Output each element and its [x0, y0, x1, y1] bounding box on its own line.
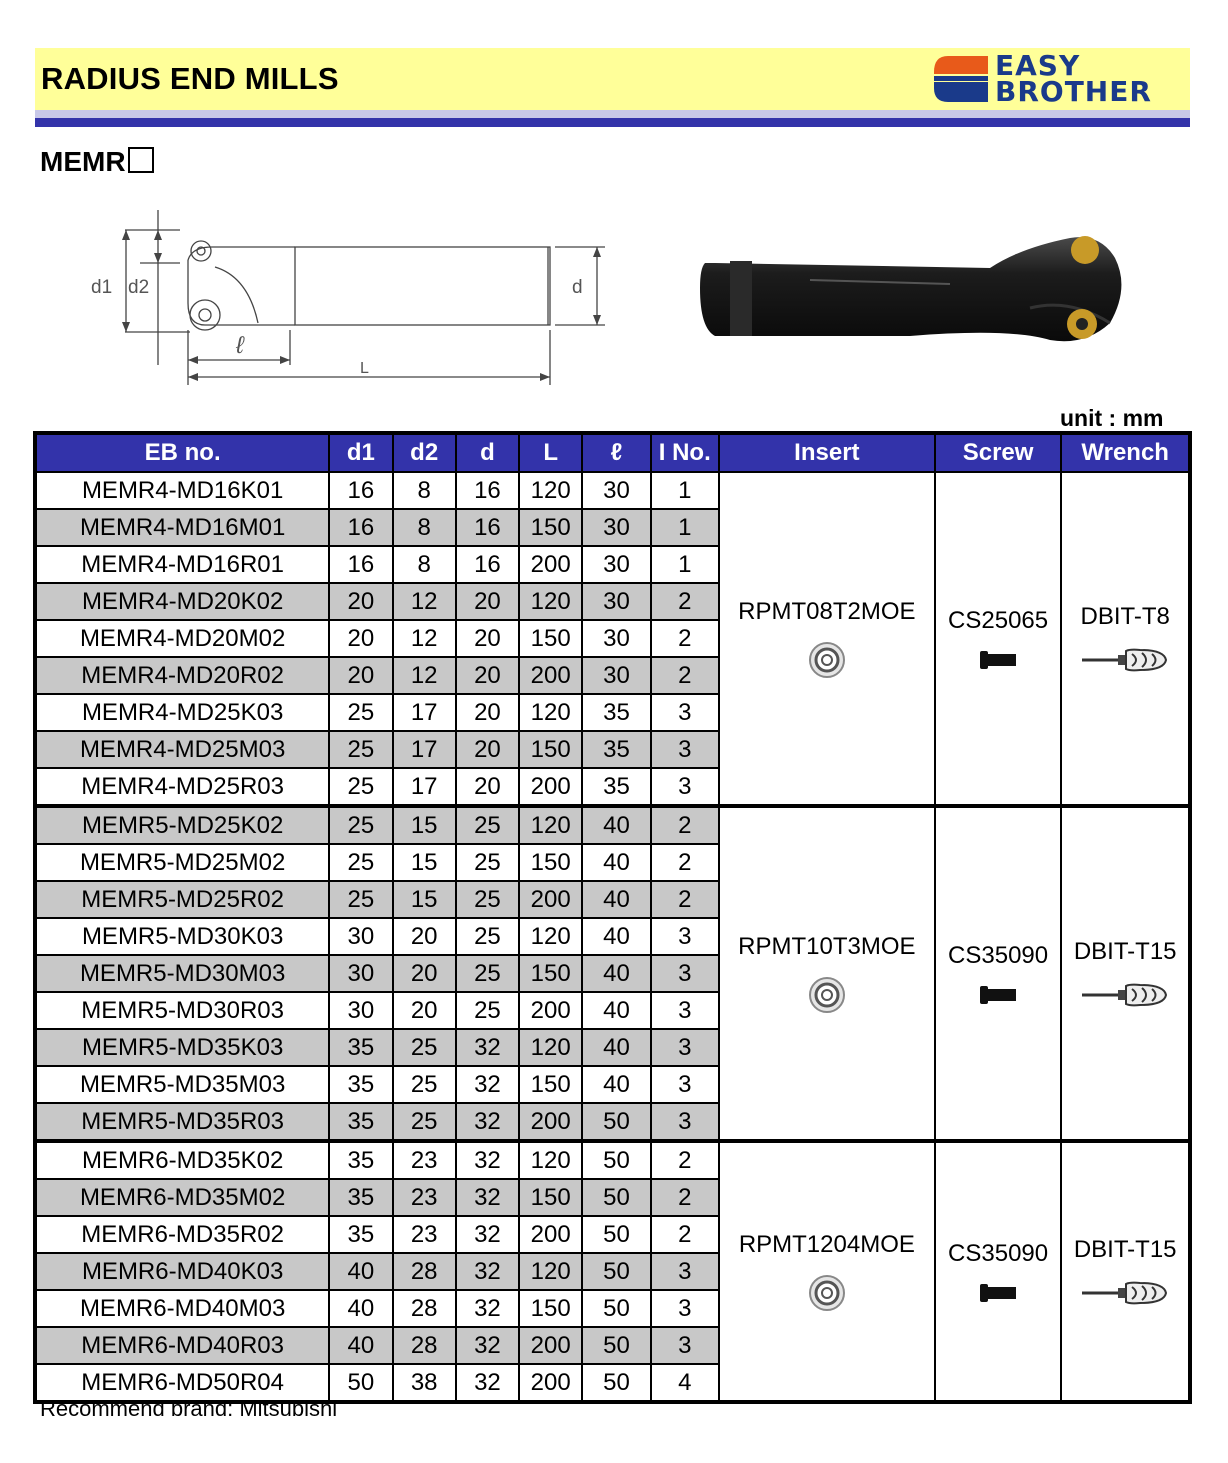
screw-icon [978, 649, 1018, 671]
spec-value-cell: 16 [456, 546, 519, 583]
spec-value-cell: 1 [651, 509, 719, 546]
spec-value-cell: 2 [651, 583, 719, 620]
spec-value-cell: 50 [329, 1364, 392, 1402]
spec-value-cell: 40 [582, 955, 650, 992]
spec-value-cell: 32 [456, 1290, 519, 1327]
spec-value-cell: 17 [393, 731, 456, 768]
spec-value-cell: 20 [456, 583, 519, 620]
spec-value-cell: 3 [651, 694, 719, 731]
spec-value-cell: 200 [519, 1216, 582, 1253]
spec-value-cell: 50 [582, 1141, 650, 1179]
eb-number-cell: MEMR6-MD35R02 [35, 1216, 329, 1253]
spec-value-cell: 25 [456, 918, 519, 955]
spec-value-cell: 35 [329, 1179, 392, 1216]
spec-value-cell: 17 [393, 694, 456, 731]
column-header: Insert [719, 433, 935, 472]
spec-value-cell: 50 [582, 1103, 650, 1141]
table-row [35, 472, 1190, 509]
spec-value-cell: 120 [519, 806, 582, 844]
spec-value-cell: 40 [582, 844, 650, 881]
table-row [35, 806, 1190, 844]
spec-value-cell: 20 [393, 955, 456, 992]
technical-drawing [80, 205, 620, 395]
spec-value-cell: 16 [456, 509, 519, 546]
spec-value-cell: 2 [651, 620, 719, 657]
spec-value-cell: 120 [519, 1029, 582, 1066]
spec-value-cell: 16 [456, 472, 519, 509]
spec-value-cell: 8 [393, 546, 456, 583]
series-code: MEMR [40, 146, 126, 177]
spec-value-cell: 200 [519, 657, 582, 694]
series-label [40, 146, 154, 178]
wrench-cell-label: DBIT-T8 [1080, 602, 1170, 630]
spec-value-cell: 40 [582, 1066, 650, 1103]
spec-value-cell: 200 [519, 1364, 582, 1402]
spec-value-cell: 35 [329, 1066, 392, 1103]
screw-cell [935, 806, 1062, 1141]
spec-value-cell: 30 [329, 918, 392, 955]
spec-value-cell: 20 [456, 657, 519, 694]
spec-value-cell: 3 [651, 1103, 719, 1141]
spec-value-cell: 25 [329, 881, 392, 918]
unit-label: unit : mm [1060, 405, 1164, 431]
wrench-cell [1061, 806, 1190, 1141]
eb-number-cell: MEMR5-MD25R02 [35, 881, 329, 918]
spec-value-cell: 20 [329, 657, 392, 694]
screw-cell [935, 472, 1062, 806]
spec-value-cell: 3 [651, 992, 719, 1029]
spec-value-cell: 25 [393, 1103, 456, 1141]
screw-icon [978, 1282, 1018, 1304]
spec-value-cell: 20 [329, 583, 392, 620]
spec-value-cell: 50 [582, 1253, 650, 1290]
spec-value-cell: 15 [393, 881, 456, 918]
eb-number-cell: MEMR5-MD30K03 [35, 918, 329, 955]
spec-value-cell: 35 [329, 1216, 392, 1253]
spec-value-cell: 200 [519, 1327, 582, 1364]
wrench-cell [1061, 1141, 1190, 1402]
spec-value-cell: 150 [519, 620, 582, 657]
wrench-cell-label: DBIT-T15 [1073, 1235, 1177, 1263]
wrench-icon [1080, 1278, 1170, 1308]
column-header: d [456, 433, 519, 472]
spec-value-cell: 2 [651, 1179, 719, 1216]
dim-label-l: ℓ [236, 332, 244, 359]
spec-value-cell: 3 [651, 1327, 719, 1364]
footer-note: Recommend brand: Mitsubishi [40, 1396, 338, 1421]
spec-value-cell: 1 [651, 546, 719, 583]
screw-cell-label: CS35090 [948, 1239, 1049, 1267]
screw-icon [978, 984, 1018, 1006]
screw-cell-label: CS25065 [948, 606, 1049, 634]
insert-cell [719, 1141, 935, 1402]
spec-value-cell: 150 [519, 955, 582, 992]
spec-value-cell: 35 [329, 1029, 392, 1066]
spec-value-cell: 30 [582, 583, 650, 620]
spec-value-cell: 25 [393, 1066, 456, 1103]
spec-value-cell: 35 [329, 1141, 392, 1179]
spec-value-cell: 35 [582, 768, 650, 806]
spec-value-cell: 23 [393, 1216, 456, 1253]
series-placeholder-box [128, 147, 154, 173]
spec-value-cell: 200 [519, 1103, 582, 1141]
spec-value-cell: 3 [651, 918, 719, 955]
spec-value-cell: 200 [519, 881, 582, 918]
spec-value-cell: 40 [582, 881, 650, 918]
insert-icon [807, 640, 847, 680]
spec-value-cell: 40 [582, 1029, 650, 1066]
spec-value-cell: 17 [393, 768, 456, 806]
spec-value-cell: 15 [393, 844, 456, 881]
spec-value-cell: 25 [456, 992, 519, 1029]
spec-value-cell: 2 [651, 657, 719, 694]
product-photo [690, 228, 1130, 348]
column-header: d2 [393, 433, 456, 472]
spec-value-cell: 50 [582, 1179, 650, 1216]
spec-value-cell: 1 [651, 472, 719, 509]
spec-value-cell: 200 [519, 546, 582, 583]
eb-number-cell: MEMR4-MD16K01 [35, 472, 329, 509]
eb-number-cell: MEMR5-MD30M03 [35, 955, 329, 992]
insert-cell [719, 472, 935, 806]
spec-value-cell: 28 [393, 1290, 456, 1327]
spec-value-cell: 150 [519, 1290, 582, 1327]
spec-value-cell: 2 [651, 806, 719, 844]
eb-number-cell: MEMR6-MD40M03 [35, 1290, 329, 1327]
spec-value-cell: 40 [582, 918, 650, 955]
spec-value-cell: 3 [651, 1029, 719, 1066]
wrench-cell-label: DBIT-T15 [1073, 937, 1177, 965]
spec-value-cell: 20 [456, 768, 519, 806]
dim-label-d: d [572, 277, 583, 298]
spec-value-cell: 35 [329, 1103, 392, 1141]
spec-value-cell: 40 [582, 992, 650, 1029]
spec-value-cell: 20 [393, 918, 456, 955]
spec-value-cell: 25 [329, 694, 392, 731]
spec-value-cell: 32 [456, 1141, 519, 1179]
eb-number-cell: MEMR4-MD16R01 [35, 546, 329, 583]
eb-number-cell: MEMR6-MD40R03 [35, 1327, 329, 1364]
spec-value-cell: 32 [456, 1179, 519, 1216]
spec-value-cell: 23 [393, 1141, 456, 1179]
spec-value-cell: 3 [651, 768, 719, 806]
spec-value-cell: 200 [519, 768, 582, 806]
wrench-icon [1080, 980, 1170, 1010]
spec-value-cell: 4 [651, 1364, 719, 1402]
spec-value-cell: 35 [582, 731, 650, 768]
spec-value-cell: 28 [393, 1327, 456, 1364]
screw-cell-label: CS35090 [948, 941, 1049, 969]
spec-value-cell: 50 [582, 1216, 650, 1253]
spec-value-cell: 200 [519, 992, 582, 1029]
spec-value-cell: 40 [329, 1290, 392, 1327]
page-title: RADIUS END MILLS [41, 61, 339, 96]
spec-value-cell: 8 [393, 509, 456, 546]
spec-value-cell: 25 [329, 844, 392, 881]
spec-value-cell: 2 [651, 1141, 719, 1179]
table-row [35, 1141, 1190, 1179]
insert-icon [807, 1273, 847, 1313]
eb-number-cell: MEMR6-MD50R04 [35, 1364, 329, 1402]
header-divider-dark [35, 118, 1190, 127]
eb-number-cell: MEMR6-MD40K03 [35, 1253, 329, 1290]
spec-value-cell: 30 [582, 472, 650, 509]
spec-value-cell: 30 [329, 955, 392, 992]
column-header: ℓ [582, 433, 650, 472]
spec-value-cell: 20 [456, 694, 519, 731]
column-header: L [519, 433, 582, 472]
insert-cell-label: RPMT08T2MOE [738, 597, 916, 625]
logo-text-brother: BROTHER [995, 75, 1152, 108]
spec-value-cell: 40 [582, 806, 650, 844]
spec-value-cell: 25 [329, 768, 392, 806]
spec-value-cell: 32 [456, 1216, 519, 1253]
column-header: Wrench [1061, 433, 1190, 472]
spec-value-cell: 28 [393, 1253, 456, 1290]
spec-value-cell: 20 [456, 731, 519, 768]
dim-label-L: L [360, 360, 369, 377]
spec-value-cell: 50 [582, 1364, 650, 1402]
eb-number-cell: MEMR4-MD20M02 [35, 620, 329, 657]
eb-number-cell: MEMR4-MD25M03 [35, 731, 329, 768]
column-header: I No. [651, 433, 719, 472]
eb-number-cell: MEMR4-MD25K03 [35, 694, 329, 731]
spec-value-cell: 150 [519, 1179, 582, 1216]
spec-value-cell: 25 [456, 955, 519, 992]
spec-value-cell: 150 [519, 1066, 582, 1103]
eb-number-cell: MEMR6-MD35M02 [35, 1179, 329, 1216]
spec-value-cell: 120 [519, 472, 582, 509]
spec-value-cell: 15 [393, 806, 456, 844]
eb-number-cell: MEMR6-MD35K02 [35, 1141, 329, 1179]
dim-label-d2: d2 [128, 277, 150, 298]
dim-label-d1: d1 [91, 277, 113, 298]
spec-value-cell: 32 [456, 1066, 519, 1103]
spec-value-cell: 120 [519, 918, 582, 955]
spec-value-cell: 25 [456, 806, 519, 844]
spec-value-cell: 25 [456, 881, 519, 918]
spec-value-cell: 25 [456, 844, 519, 881]
spec-value-cell: 32 [456, 1029, 519, 1066]
eb-number-cell: MEMR4-MD25R03 [35, 768, 329, 806]
spec-value-cell: 3 [651, 1253, 719, 1290]
spec-value-cell: 40 [329, 1327, 392, 1364]
wrench-icon [1080, 645, 1170, 675]
eb-number-cell: MEMR4-MD20K02 [35, 583, 329, 620]
spec-value-cell: 12 [393, 620, 456, 657]
logo-mark-icon [930, 52, 992, 106]
screw-cell [935, 1141, 1062, 1402]
spec-value-cell: 150 [519, 731, 582, 768]
column-header: d1 [329, 433, 392, 472]
spec-value-cell: 50 [582, 1290, 650, 1327]
spec-value-cell: 3 [651, 1066, 719, 1103]
spec-value-cell: 32 [456, 1253, 519, 1290]
insert-cell-label: RPMT1204MOE [738, 1230, 915, 1258]
column-header: Screw [935, 433, 1062, 472]
spec-value-cell: 30 [329, 992, 392, 1029]
logo-text-easy: EASY [995, 49, 1081, 82]
insert-cell-label: RPMT10T3MOE [738, 932, 916, 960]
eb-number-cell: MEMR5-MD25K02 [35, 806, 329, 844]
column-header: EB no. [35, 433, 329, 472]
spec-value-cell: 30 [582, 657, 650, 694]
header-divider-light [35, 110, 1190, 118]
spec-value-cell: 30 [582, 620, 650, 657]
spec-value-cell: 32 [456, 1103, 519, 1141]
spec-value-cell: 12 [393, 583, 456, 620]
eb-number-cell: MEMR5-MD30R03 [35, 992, 329, 1029]
spec-value-cell: 38 [393, 1364, 456, 1402]
spec-value-cell: 120 [519, 583, 582, 620]
spec-value-cell: 3 [651, 731, 719, 768]
spec-value-cell: 25 [329, 731, 392, 768]
eb-number-cell: MEMR5-MD25M02 [35, 844, 329, 881]
spec-value-cell: 120 [519, 1141, 582, 1179]
eb-number-cell: MEMR4-MD16M01 [35, 509, 329, 546]
spec-value-cell: 50 [582, 1327, 650, 1364]
spec-value-cell: 150 [519, 844, 582, 881]
eb-number-cell: MEMR4-MD20R02 [35, 657, 329, 694]
spec-value-cell: 25 [329, 806, 392, 844]
spec-value-cell: 20 [329, 620, 392, 657]
spec-value-cell: 30 [582, 509, 650, 546]
spec-value-cell: 32 [456, 1327, 519, 1364]
spec-value-cell: 16 [329, 509, 392, 546]
spec-value-cell: 35 [582, 694, 650, 731]
brand-logo [930, 49, 1185, 108]
spec-value-cell: 2 [651, 1216, 719, 1253]
spec-value-cell: 20 [393, 992, 456, 1029]
spec-value-cell: 3 [651, 955, 719, 992]
spec-value-cell: 32 [456, 1364, 519, 1402]
spec-value-cell: 120 [519, 694, 582, 731]
table-header-row [35, 433, 1190, 472]
spec-value-cell: 20 [456, 620, 519, 657]
spec-table [33, 431, 1192, 1404]
spec-value-cell: 3 [651, 1290, 719, 1327]
eb-number-cell: MEMR5-MD35R03 [35, 1103, 329, 1141]
insert-cell [719, 806, 935, 1141]
spec-value-cell: 120 [519, 1253, 582, 1290]
spec-value-cell: 16 [329, 472, 392, 509]
spec-value-cell: 23 [393, 1179, 456, 1216]
eb-number-cell: MEMR5-MD35K03 [35, 1029, 329, 1066]
spec-value-cell: 16 [329, 546, 392, 583]
wrench-cell [1061, 472, 1190, 806]
spec-value-cell: 8 [393, 472, 456, 509]
spec-value-cell: 2 [651, 881, 719, 918]
spec-value-cell: 25 [393, 1029, 456, 1066]
spec-value-cell: 40 [329, 1253, 392, 1290]
spec-value-cell: 2 [651, 844, 719, 881]
insert-icon [807, 975, 847, 1015]
eb-number-cell: MEMR5-MD35M03 [35, 1066, 329, 1103]
spec-value-cell: 150 [519, 509, 582, 546]
spec-value-cell: 30 [582, 546, 650, 583]
spec-value-cell: 12 [393, 657, 456, 694]
